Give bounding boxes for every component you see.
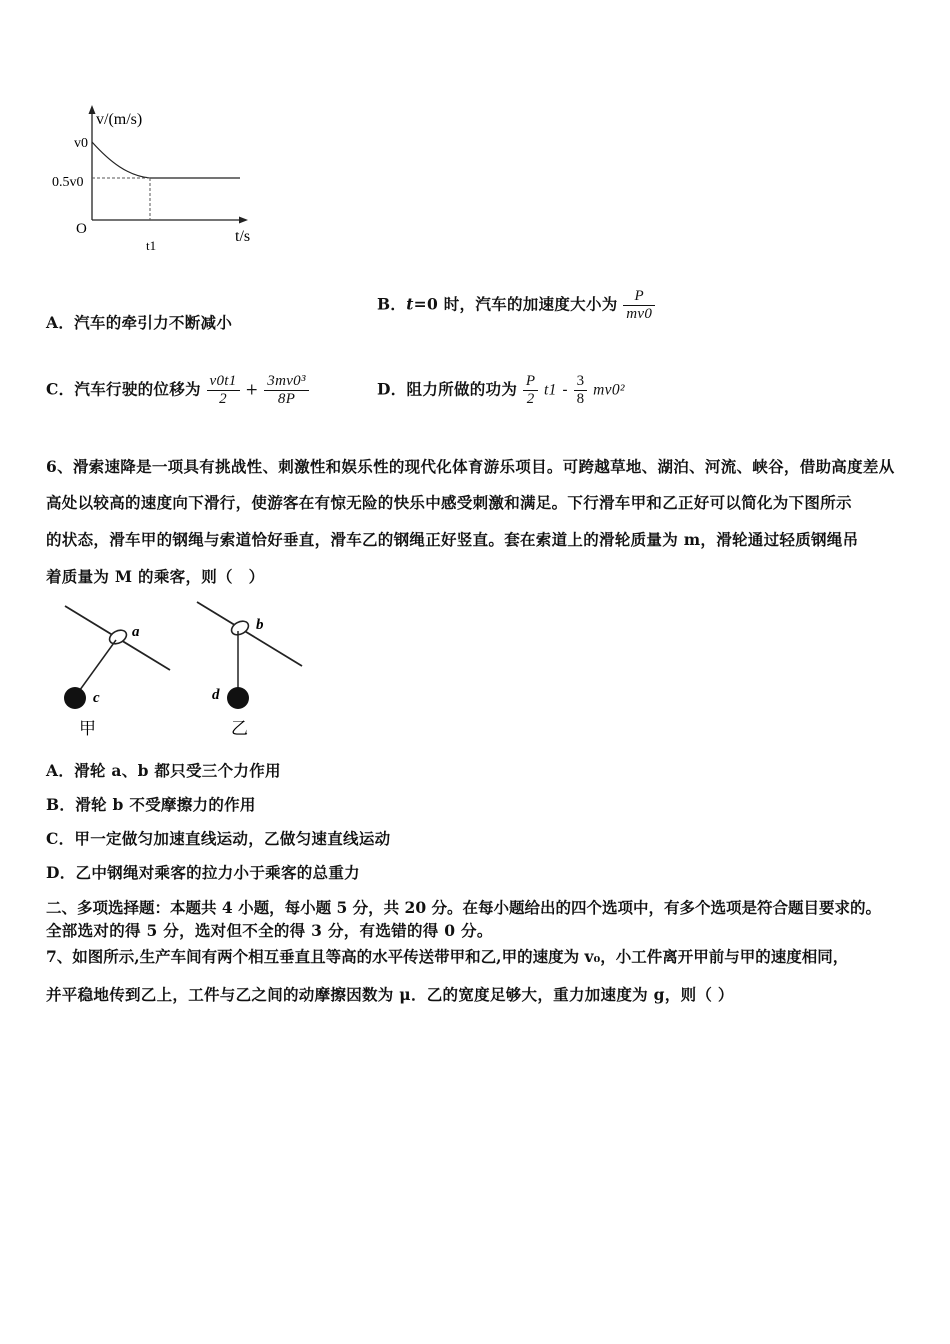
q5-option-d-fraction-2: [574, 373, 588, 408]
cable-yi: [197, 602, 302, 666]
y-axis-arrow: [89, 105, 96, 114]
q5-option-c-text: C．汽车行驶的位移为: [46, 379, 201, 399]
q6-pulley-figure: [55, 596, 315, 746]
q5-option-b-fraction: [623, 288, 655, 323]
pulley-b: [229, 618, 251, 637]
q5-option-c: [46, 373, 309, 408]
q6-option-a: A．滑轮 a、b 都只受三个力作用: [46, 761, 281, 780]
q6-option-c: C．甲一定做匀加速直线运动，乙做匀速直线运动: [46, 829, 391, 848]
q5-option-c-fraction-1: [207, 373, 240, 408]
q5-option-c-frac1-den: 2: [219, 391, 227, 407]
label-d: d: [212, 687, 220, 703]
velocity-time-graph: [40, 100, 270, 260]
q5-option-c-fraction-2: [264, 373, 309, 408]
section2-heading-line-1: 二、多项选择题：本题共 4 小题，每小题 5 分，共 20 分。在每小题给出的四个选项中，有多个选项是符合题目要求的。: [46, 898, 882, 917]
v0-label: v0: [74, 136, 88, 151]
x-axis-arrow: [239, 217, 248, 224]
t1-label: t1: [146, 238, 157, 253]
label-yi: 乙: [231, 719, 248, 739]
q5-option-d-minus: -: [562, 380, 568, 399]
label-a: a: [132, 624, 140, 640]
q5-option-d-text: D．阻力所做的功为: [377, 379, 518, 399]
q7-stem-line-2: 并平稳地传到乙上，工件与乙之间的动摩擦因数为 μ．乙的宽度足够大，重力加速度为 g，则（ ）: [46, 985, 734, 1004]
q6-stem-line-4: 着质量为 M 的乘客，则（ ）: [46, 567, 265, 586]
q5-option-d-t1: t1: [544, 381, 557, 399]
q6-stem-line-3: 的状态，滑车甲的钢绳与索道恰好垂直，滑车乙的钢绳正好竖直。套在索道上的滑轮质量为 m，滑轮通过轻质钢绳吊: [46, 530, 859, 549]
q5-option-d-fraction-1: [523, 373, 538, 408]
q5-option-d-frac2-den: 8: [576, 391, 585, 407]
q5-option-b-prefix: B．: [377, 294, 407, 314]
passenger-d: [227, 687, 249, 709]
q5-option-d-frac1-num: P: [523, 373, 538, 391]
q5-option-b-t: t: [406, 294, 414, 314]
q5-option-d: [377, 373, 625, 408]
q7-stem-line-1: 7、如图所示,生产车间有两个相互垂直且等高的水平传送带甲和乙,甲的速度为 v₀，小工件离开甲前与甲的速度相同，: [46, 947, 849, 966]
y-axis-label: v/(m/s): [96, 111, 143, 128]
section2-heading-line-2: 全部选对的得 5 分，选对但不全的得 3 分，有选错的得 0 分。: [46, 921, 493, 940]
q5-option-b-text: =0 时，汽车的加速度大小为: [413, 294, 618, 314]
half-v0-label: 0.5v0: [52, 175, 84, 190]
q5-option-a: A．汽车的牵引力不断减小: [46, 313, 233, 332]
q6-stem-line-2: 高处以较高的速度向下滑行，使游客在有惊无险的快乐中感受刺激和满足。下行滑车甲和乙正好可以简化为下图所示: [46, 493, 852, 512]
label-c: c: [93, 690, 100, 706]
x-axis-label: t/s: [235, 228, 251, 245]
q5-option-b-frac-num: P: [623, 288, 655, 306]
q6-stem-line-1: 6、滑索速降是一项具有挑战性、刺激性和娱乐性的现代化体育游乐项目。可跨越草地、湖泊、河流、峡谷，借助高度差从: [46, 457, 895, 476]
origin-label: O: [76, 221, 87, 237]
q5-option-d-frac1-den: 2: [526, 391, 535, 407]
q6-option-d: D．乙中钢绳对乘客的拉力小于乘客的总重力: [46, 863, 360, 882]
passenger-c: [64, 687, 86, 709]
q5-option-c-frac1-num: v0t1: [207, 373, 240, 391]
label-jia: 甲: [79, 719, 96, 739]
q5-option-c-frac2-num: 3mv0³: [264, 373, 309, 391]
q5-option-d-frac2-num: 3: [574, 373, 588, 391]
q5-option-b-frac-den: mv0: [626, 306, 653, 322]
q5-option-b: [377, 288, 655, 323]
q5-option-c-frac2-den: 8P: [277, 391, 296, 407]
q6-option-b: B．滑轮 b 不受摩擦力的作用: [46, 795, 256, 814]
velocity-curve: [92, 142, 150, 178]
q5-option-d-tail: mv0²: [593, 381, 625, 399]
label-b: b: [256, 617, 264, 633]
q5-option-c-plus: +: [245, 380, 259, 399]
rope-jia: [77, 640, 116, 694]
